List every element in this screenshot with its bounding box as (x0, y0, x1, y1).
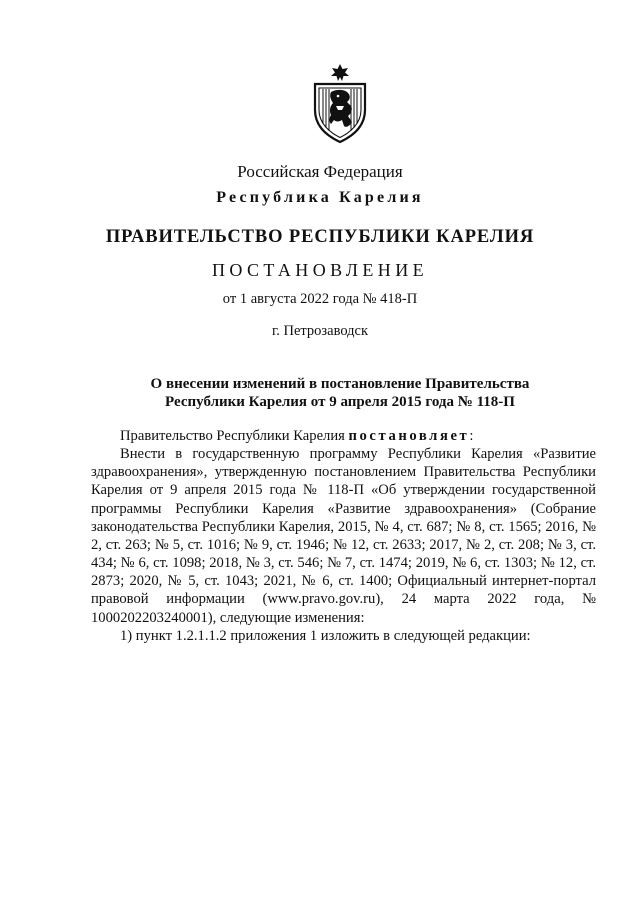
decree-type-heading: ПОСТАНОВЛЕНИЕ (211, 260, 429, 280)
republic-label: Республика Карелия (216, 189, 424, 206)
decrees-verb: постановляет (348, 428, 470, 444)
document-title-line: Республики Карелия от 9 апреля 2015 года № 118-П (165, 394, 515, 410)
government-heading: ПРАВИТЕЛЬСТВО РЕСПУБЛИКИ КАРЕЛИЯ (105, 227, 535, 247)
federation-label: Российская Федерация (237, 162, 403, 181)
decree-date-number: от 1 августа 2022 года № 418-П (222, 291, 418, 307)
main-paragraph: Внести в государственную программу Республики Карелия «Развитие здравоохранения», утвержденную постановлением Правительства Республики Карелия от 9 апреля 2015 года № 118-П «Об утверждении государственной программы Республики Карелия «Развитие здравоохранения» (Собрание законодательства Республики Карелия, 2015, № 4, ст. 687; № 8, ст. 1565; 2016, № 2, ст. 263; № 5, ст. 1016; № 9, ст. 1946; № 12, ст. 2633; 2017, № 2, ст. 208; № 3, ст. 434; № 6, ст. 1098; 2018, № 3, ст. 546; № 7, ст. 1474; 2019, № 6, ст. 1303; № 12, ст. 2873; 2020, № 5, ст. 1043; 2021, № 6, ст. 1400; Официальный интернет-портал правовой информации (www.pravo.gov.ru), 24 марта 2022 года, № 1000202203240001), следующие изменения: (91, 446, 596, 626)
intro-prefix: Правительство Республики Карелия (120, 428, 349, 444)
document-title-line: О внесении изменений в постановление Правительства (150, 376, 530, 392)
intro-suffix: : (469, 428, 474, 444)
karelia-coat-of-arms-icon (298, 62, 382, 146)
city-label: г. Петрозаводск (271, 323, 369, 339)
document-body (91, 427, 596, 645)
item-1-paragraph: 1) пункт 1.2.1.1.2 приложения 1 изложить в следующей редакции: (120, 627, 531, 644)
document-title (120, 375, 560, 411)
intro-paragraph (91, 427, 596, 445)
